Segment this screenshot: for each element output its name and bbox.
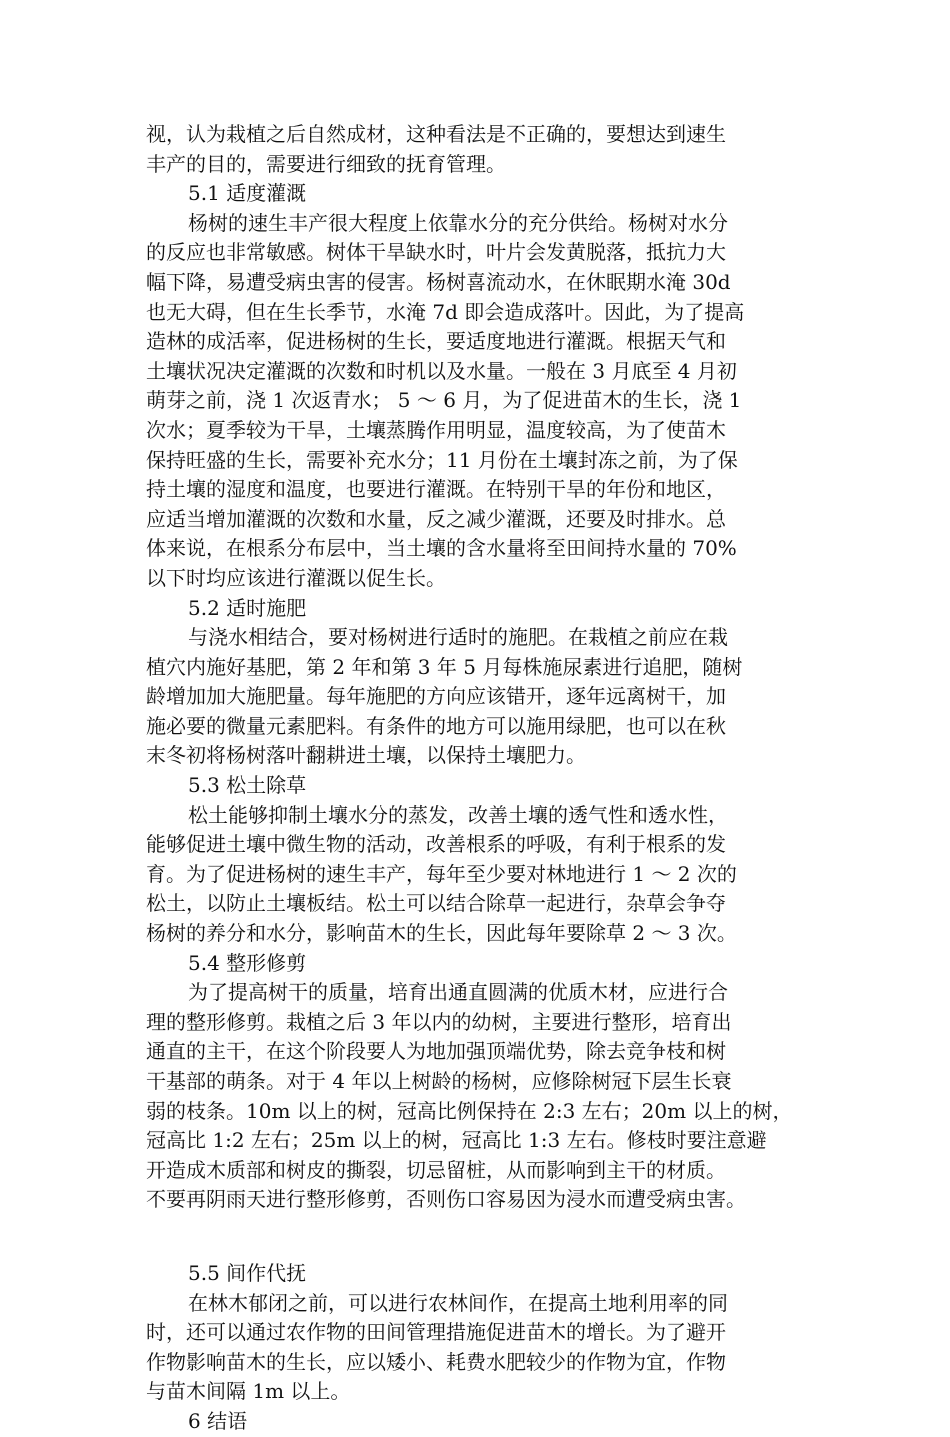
paragraph-first-line: 为了提高树干的质量，培育出通直圆满的优质木材，应进行合 <box>188 980 728 1005</box>
document-page <box>146 120 808 1437</box>
body-text-line: 育。为了促进杨树的速生丰产，每年至少要对林地进行 1 ～ 2 次的 <box>146 861 737 886</box>
body-text-line: 能够促进土壤中微生物的活动，改善根系的呼吸，有利于根系的发 <box>146 832 726 857</box>
body-text-line: 萌芽之前，浇 1 次返青水； 5 ～ 6 月，为了促进苗木的生长，浇 1 <box>146 388 742 413</box>
body-text-line: 施必要的微量元素肥料。有条件的地方可以施用绿肥，也可以在秋 <box>146 713 726 738</box>
paragraph-first-line: 杨树的速生丰产很大程度上依靠水分的充分供给。杨树对水分 <box>188 210 728 235</box>
body-text-line: 也无大碍，但在生长季节，水淹 7d 即会造成落叶。因此，为了提高 <box>146 299 745 324</box>
body-text-line: 应适当增加灌溉的次数和水量，反之减少灌溉，还要及时排水。总 <box>146 506 726 531</box>
section-heading: 5.1 适度灌溉 <box>188 181 307 206</box>
body-text-line: 冠高比 1:2 左右；25m 以上的树，冠高比 1:3 左右。修枝时要注意避 <box>146 1128 767 1153</box>
body-text-line: 丰产的目的，需要进行细致的抚育管理。 <box>146 151 506 176</box>
body-text-line: 体来说，在根系分布层中，当土壤的含水量将至田间持水量的 70% <box>146 536 737 561</box>
body-text-line: 次水；夏季较为干旱，土壤蒸腾作用明显，温度较高，为了使苗木 <box>146 417 726 442</box>
body-text-line: 松土，以防止土壤板结。松土可以结合除草一起进行，杂草会争夺 <box>146 891 726 916</box>
body-text-line: 与苗木间隔 1m 以上。 <box>146 1379 351 1404</box>
body-text-line: 以下时均应该进行灌溉以促生长。 <box>146 565 446 590</box>
body-text-line: 杨树的养分和水分，影响苗木的生长，因此每年要除草 2 ～ 3 次。 <box>146 921 737 946</box>
section-heading: 5.4 整形修剪 <box>188 950 307 975</box>
paragraph-first-line: 在林木郁闭之前，可以进行农林间作，在提高土地利用率的同 <box>188 1290 728 1315</box>
body-text-line: 持土壤的湿度和温度，也要进行灌溉。在特别干旱的年份和地区， <box>146 477 726 502</box>
body-text-line: 开造成木质部和树皮的撕裂，切忌留桩，从而影响到主干的材质。 <box>146 1157 726 1182</box>
body-text-line: 干基部的萌条。对于 4 年以上树龄的杨树，应修除树冠下层生长衰 <box>146 1069 732 1093</box>
body-text-line: 通直的主干，在这个阶段要人为地加强顶端优势，除去竞争枝和树 <box>146 1039 726 1064</box>
body-text-line: 龄增加加大施肥量。每年施肥的方向应该错开，逐年远离树干，加 <box>146 684 726 709</box>
body-text-line: 不要再阴雨天进行整形修剪，否则伤口容易因为浸水而遭受病虫害。 <box>146 1187 746 1212</box>
body-text-line: 幅下降，易遭受病虫害的侵害。杨树喜流动水，在休眠期水淹 30d <box>146 269 731 294</box>
body-text-line: 弱的枝条。10m 以上的树，冠高比例保持在 2:3 左右；20m 以上的树， <box>146 1098 793 1123</box>
paragraph-first-line: 与浇水相结合，要对杨树进行适时的施肥。在栽植之前应在栽 <box>188 625 728 650</box>
paragraph-gap <box>146 1215 808 1259</box>
section-heading: 5.5 间作代抚 <box>188 1260 307 1285</box>
section-heading: 5.2 适时施肥 <box>188 595 307 620</box>
paragraph-first-line: 松土能够抑制土壤水分的蒸发，改善土壤的透气性和透水性， <box>188 802 728 827</box>
section-heading: 5.3 松土除草 <box>188 773 307 798</box>
body-text-line: 植穴内施好基肥，第 2 年和第 3 年 5 月每株施尿素进行追肥，随树 <box>146 654 743 679</box>
body-text-line: 的反应也非常敏感。树体干旱缺水时，叶片会发黄脱落，抵抗力大 <box>146 240 726 265</box>
body-text-line: 视，认为栽植之后自然成材，这种看法是不正确的，要想达到速生 <box>146 122 726 146</box>
body-text-line: 时，还可以通过农作物的田间管理措施促进苗木的增长。为了避开 <box>146 1320 726 1345</box>
body-text-line: 保持旺盛的生长，需要补充水分；11 月份在土壤封冻之前，为了保 <box>146 447 738 472</box>
body-text-line: 造林的成活率，促进杨树的生长，要适度地进行灌溉。根据天气和 <box>146 329 726 354</box>
body-text-line: 末冬初将杨树落叶翻耕进土壤，以保持土壤肥力。 <box>146 743 586 768</box>
body-text-line: 土壤状况决定灌溉的次数和时机以及水量。一般在 3 月底至 4 月初 <box>146 358 737 383</box>
body-text-line: 作物影响苗木的生长，应以矮小、耗费水肥较少的作物为宜，作物 <box>146 1349 726 1374</box>
body-text-line: 理的整形修剪。栽植之后 3 年以内的幼树，主要进行整形，培育出 <box>146 1009 732 1034</box>
section-heading: 6 结语 <box>188 1408 248 1433</box>
